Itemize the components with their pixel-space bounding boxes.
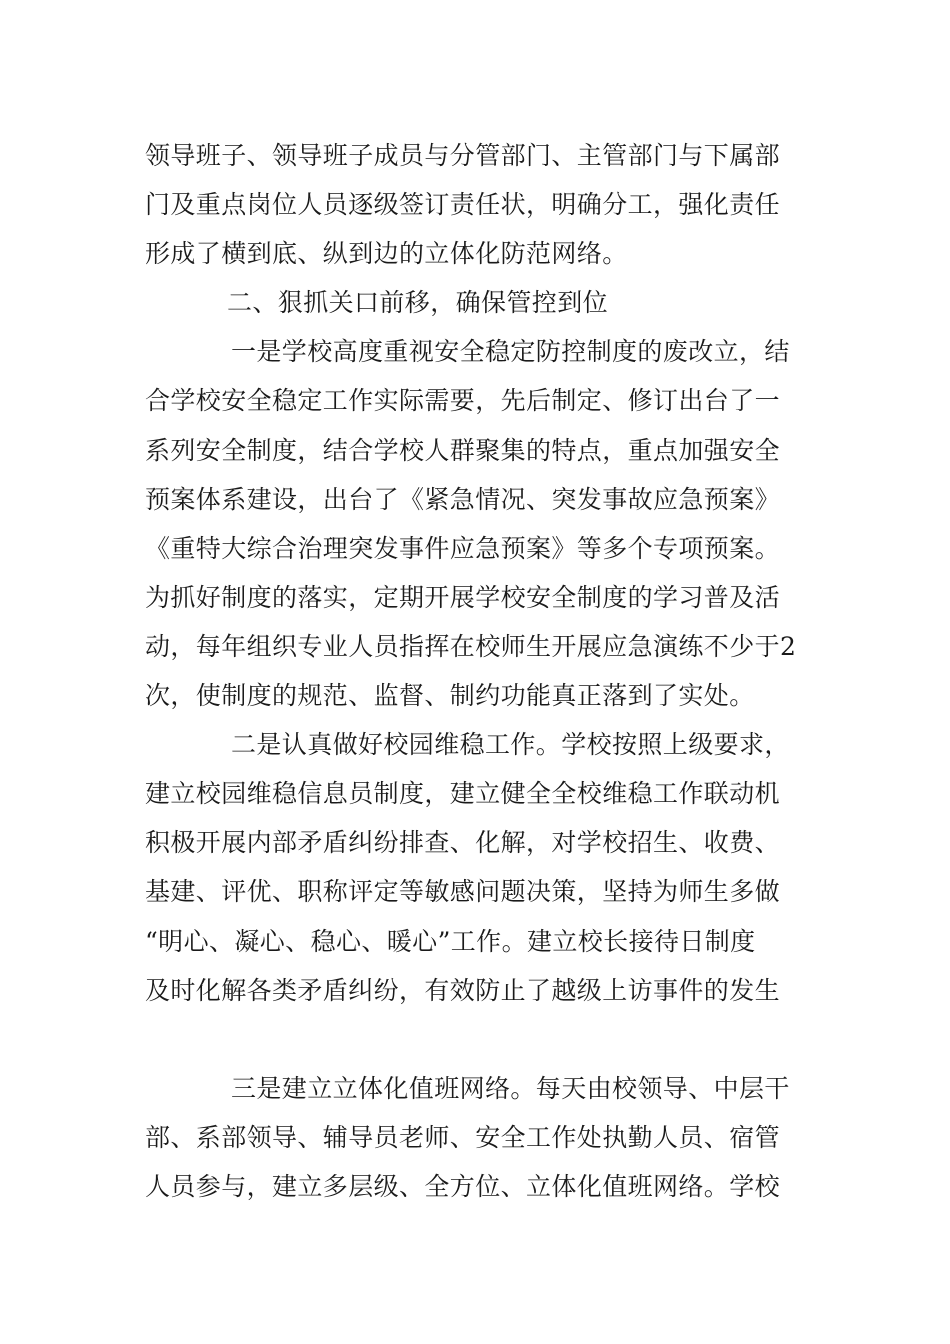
text-line: 一是学校高度重视安全稳定防控制度的废改立，结 bbox=[231, 337, 790, 367]
body-text bbox=[145, 131, 810, 1211]
text-line: 及时化解各类矛盾纠纷，有效防止了越级上访事件的发生 bbox=[145, 975, 781, 1005]
text-line: 积极开展内部矛盾纠纷排查、化解，对学校招生、收费、 bbox=[145, 828, 781, 858]
text-line: 次，使制度的规范、监督、制约功能真正落到了实处。 bbox=[145, 681, 755, 711]
text-line: 二是认真做好校园维稳工作。学校按照上级要求， bbox=[231, 730, 790, 760]
text-line: 部、系部领导、辅导员老师、安全工作处执勤人员、宿管 bbox=[145, 1122, 781, 1152]
text-line: “明心、凝心、稳心、暖心”工作。建立校长接待日制度 bbox=[145, 926, 756, 956]
text-line: 合学校安全稳定工作实际需要，先后制定、修订出台了一 bbox=[145, 386, 781, 416]
section-heading: 二、狠抓关口前移，确保管控到位 bbox=[227, 288, 609, 318]
text-line: 人员参与，建立多层级、全方位、立体化值班网络。学校 bbox=[145, 1171, 781, 1201]
text-line: 形成了横到底、纵到边的立体化防范网络。 bbox=[145, 239, 628, 269]
text-line: 系列安全制度，结合学校人群聚集的特点，重点加强安全 bbox=[145, 435, 781, 465]
text-line: 门及重点岗位人员逐级签订责任状，明确分工，强化责任 bbox=[145, 190, 781, 220]
text-line: 三是建立立体化值班网络。每天由校领导、中层干 bbox=[231, 1073, 790, 1103]
text-line: 基建、评优、职称评定等敏感问题决策，坚持为师生多做 bbox=[145, 877, 781, 907]
text-line: 建立校园维稳信息员制度，建立健全全校维稳工作联动机 bbox=[145, 779, 781, 809]
text-line: 《重特大综合治理突发事件应急预案》等多个专项预案。 bbox=[145, 533, 781, 563]
text-line: 预案体系建设，出台了《紧急情况、突发事故应急预案》 bbox=[145, 484, 781, 514]
blank-line bbox=[145, 1015, 810, 1064]
text-line: 领导班子、领导班子成员与分管部门、主管部门与下属部 bbox=[145, 141, 781, 170]
text-line: 动，每年组织专业人员指挥在校师生开展应急演练不少于2 bbox=[145, 631, 797, 661]
text-line: 为抓好制度的落实，定期开展学校安全制度的学习普及活 bbox=[145, 582, 781, 612]
